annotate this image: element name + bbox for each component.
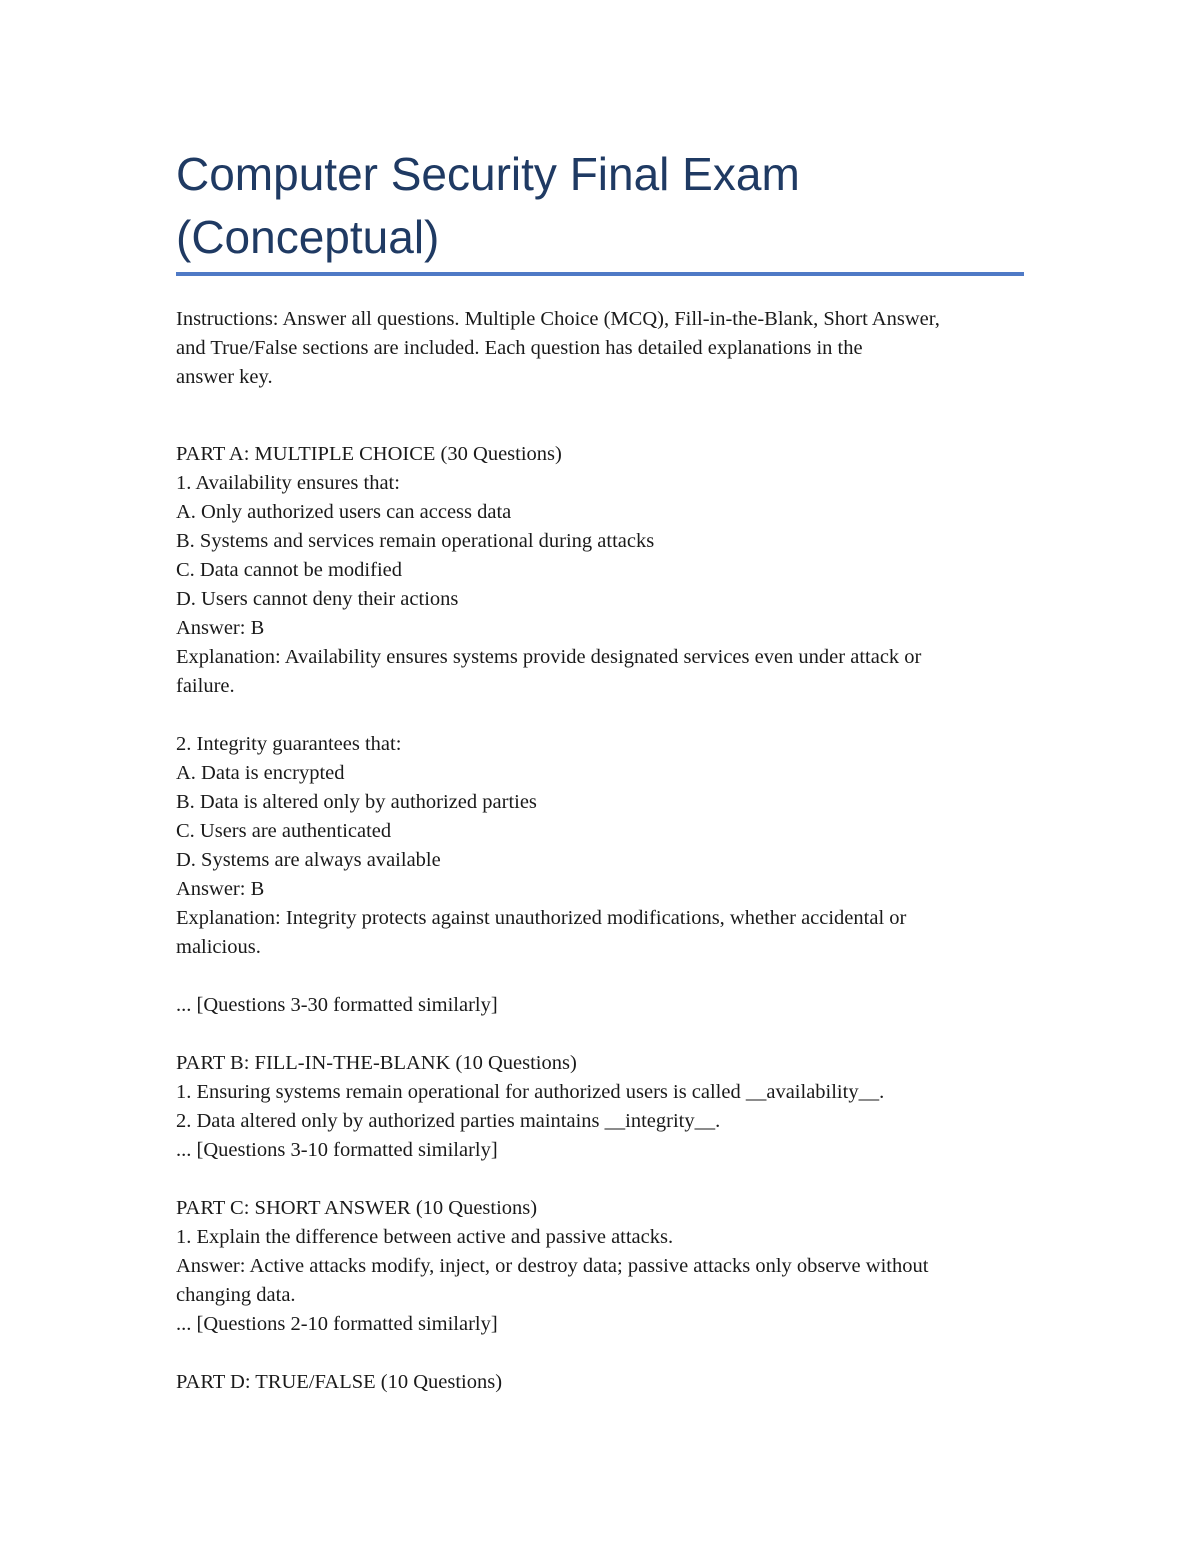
spacer <box>176 962 1024 991</box>
instructions-line2: and True/False sections are included. Each question has detailed explanations in the <box>176 337 863 359</box>
answer-line1: Answer: Active attacks modify, inject, or destroy data; passive attacks only observe without <box>176 1255 929 1277</box>
spacer <box>176 392 1024 440</box>
answer: Answer: B <box>176 878 265 900</box>
spacer <box>176 1165 1024 1194</box>
question-c1: 1. Explain the difference between active and passive attacks. <box>176 1226 674 1248</box>
instructions <box>176 305 1024 392</box>
question-b1: 1. Ensuring systems remain operational for authorized users is called __availability__. <box>176 1081 885 1103</box>
explanation-line2: failure. <box>176 675 235 697</box>
part-a-heading: PART A: MULTIPLE CHOICE (30 Questions) <box>176 443 562 465</box>
part-c <box>176 1194 1024 1339</box>
option-c: C. Data cannot be modified <box>176 559 403 581</box>
explanation-line2: malicious. <box>176 936 261 958</box>
document-body <box>176 305 1024 1397</box>
part-b <box>176 1049 1024 1165</box>
spacer <box>176 1339 1024 1368</box>
instructions-line3: answer key. <box>176 366 273 388</box>
option-a: A. Only authorized users can access data <box>176 501 512 523</box>
option-d: D. Users cannot deny their actions <box>176 588 459 610</box>
part-d <box>176 1368 1024 1397</box>
answer: Answer: B <box>176 617 265 639</box>
option-d: D. Systems are always available <box>176 849 441 871</box>
question-a1 <box>176 469 1024 701</box>
part-a <box>176 440 1024 1020</box>
part-d-heading: PART D: TRUE/FALSE (10 Questions) <box>176 1371 503 1393</box>
explanation-line1: Explanation: Availability ensures systems provide designated services even under attack or <box>176 646 922 668</box>
part-c-more: ... [Questions 2-10 formatted similarly] <box>176 1313 498 1335</box>
part-b-heading: PART B: FILL-IN-THE-BLANK (10 Questions) <box>176 1052 577 1074</box>
title-underline <box>176 272 1024 276</box>
document-title <box>176 143 1024 269</box>
question-text: 1. Availability ensures that: <box>176 472 400 494</box>
option-b: B. Data is altered only by authorized parties <box>176 791 537 813</box>
document-title-line1: Computer Security Final Exam <box>176 148 800 200</box>
question-b2: 2. Data altered only by authorized parties maintains __integrity__. <box>176 1110 721 1132</box>
explanation-line1: Explanation: Integrity protects against unauthorized modifications, whether accidental or <box>176 907 907 929</box>
question-text: 2. Integrity guarantees that: <box>176 733 402 755</box>
part-a-more: ... [Questions 3-30 formatted similarly] <box>176 994 498 1016</box>
answer-line2: changing data. <box>176 1284 296 1306</box>
option-a: A. Data is encrypted <box>176 762 345 784</box>
option-b: B. Systems and services remain operational during attacks <box>176 530 655 552</box>
part-b-more: ... [Questions 3-10 formatted similarly] <box>176 1139 498 1161</box>
part-c-heading: PART C: SHORT ANSWER (10 Questions) <box>176 1197 538 1219</box>
spacer <box>176 1020 1024 1049</box>
spacer <box>176 701 1024 730</box>
option-c: C. Users are authenticated <box>176 820 392 842</box>
instructions-line1: Instructions: Answer all questions. Multiple Choice (MCQ), Fill-in-the-Blank, Short Answer, <box>176 308 940 330</box>
document-title-line2: (Conceptual) <box>176 211 440 263</box>
question-a2 <box>176 730 1024 962</box>
title-block <box>176 143 1024 269</box>
